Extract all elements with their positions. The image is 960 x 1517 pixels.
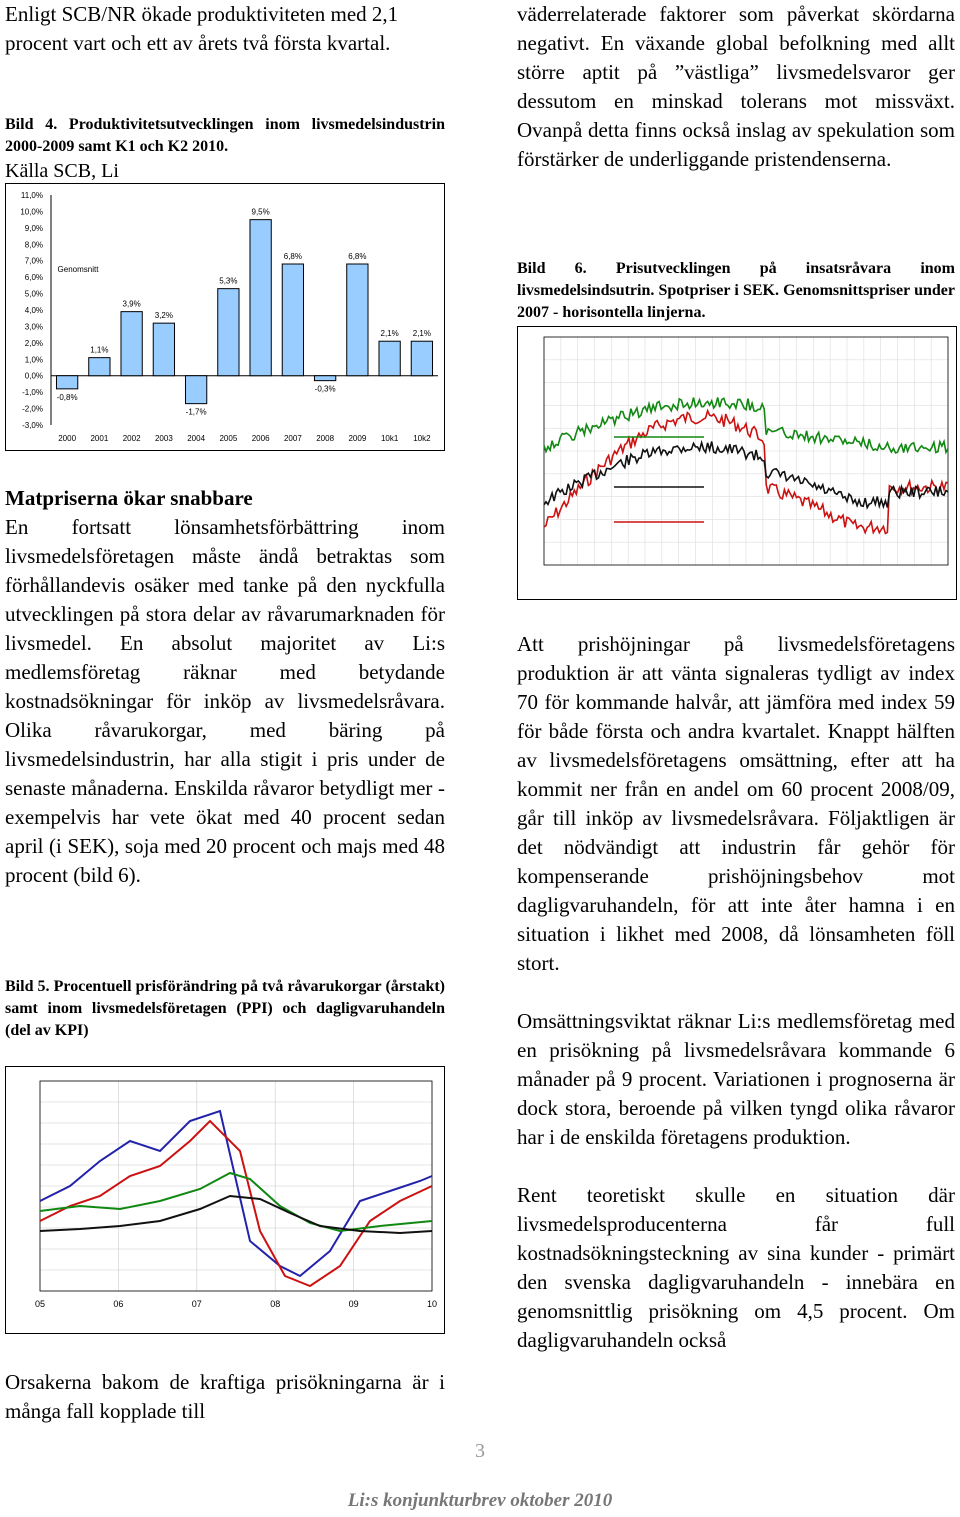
y-tick-label: 10,0% — [20, 207, 43, 217]
bar-value-label: -0,8% — [56, 392, 78, 402]
raw-material-price-chart — [518, 327, 956, 599]
bar-value-label: 2,1% — [412, 329, 431, 339]
productivity-bar-chart — [6, 184, 444, 450]
y-tick-label: 5,0% — [24, 289, 43, 299]
fig5-caption: Bild 5. Procentuell prisförändring på två råvarukorgar (årstakt) samt inom livsmedelsföretagen (PPI) och dagligvaruhandeln (del av KPI) — [5, 978, 445, 1039]
series-line — [40, 1121, 432, 1286]
left-column — [5, 0, 445, 58]
section-heading: Matpriserna ökar snabbare — [5, 486, 253, 510]
intro-paragraph: Enligt SCB/NR ökade produktiviteten med 2,1 procent vart och ett av årets två första kvartal. — [5, 2, 399, 55]
y-tick-label: 7,0% — [24, 256, 43, 266]
right-top-block — [517, 0, 955, 174]
main-section — [5, 484, 445, 890]
y-tick-label: 2,0% — [24, 338, 43, 348]
y-tick-label: 8,0% — [24, 240, 43, 250]
x-tick-label: 10 — [426, 1299, 438, 1309]
x-tick-label: 07 — [191, 1299, 202, 1309]
bar-value-label: -1,7% — [185, 407, 207, 417]
y-tick-label: -3,0% — [22, 421, 43, 430]
bar — [347, 264, 368, 376]
bar — [185, 376, 206, 404]
bar — [121, 312, 142, 376]
bar — [379, 341, 400, 376]
bar — [250, 220, 271, 376]
bar — [314, 376, 335, 381]
x-tick-label: 2001 — [90, 434, 109, 443]
x-tick-label: 2004 — [187, 434, 206, 443]
y-tick-label: -2,0% — [22, 404, 43, 414]
fig6-caption-block — [517, 258, 955, 324]
bar — [89, 358, 110, 376]
bar-value-label: 2,1% — [380, 329, 399, 339]
x-tick-label: 10k1 — [380, 434, 399, 443]
y-tick-label: 0,0% — [24, 371, 43, 381]
bar-value-label: 1,1% — [90, 345, 109, 355]
bar-value-label: 5,3% — [219, 276, 238, 286]
series-line — [40, 1111, 432, 1276]
y-tick-label: 6,0% — [24, 273, 43, 283]
bar — [56, 376, 77, 389]
body-paragraph: En fortsatt lönsamhetsförbättring inom livsmedelsföretagen måste ändå betraktas som förhållandevis osäker med tanke på den nyckfulla utvecklingen på stora delar av råvarumarknaden för livsmedel. En absolut majoritet av Li:s medlemsföretag räknar med betydande kostnadsökningar för inköp av livsmedelsråvara. Olika råvarukorgar, med bäring på livsmedelsindustrin, har alla stigit i pris under de senaste månaderna. Enskilda råvaror betydligt mer - exempelvis har vete ökat med 40 procent sedan april (i SEK), soja med 20 procent och majs med 48 procent (bild 6). — [5, 515, 445, 887]
page-footer: Li:s konjunkturbrev oktober 2010 — [347, 1490, 613, 1511]
fig4-source: Källa SCB, Li — [5, 160, 119, 182]
y-tick-label: 3,0% — [24, 322, 43, 332]
bar — [153, 323, 174, 376]
x-tick-label: 09 — [348, 1299, 359, 1309]
right-paragraph-2: Omsättningsviktat räknar Li:s medlemsföretag med en prisökning på livsmedelsråvara kommande 6 månader på 9 procent. Variationen i prognoserna är dock stora, beroende på vilken tyngd olika råvaror har i de enskilda företagens produktion. — [517, 1009, 955, 1149]
annotation-genomsnitt: Genomsnitt — [57, 265, 99, 274]
bar — [411, 341, 432, 376]
fig4-chart — [5, 183, 445, 451]
page-number: 3 — [475, 1440, 485, 1462]
x-tick-label: 06 — [113, 1299, 124, 1309]
bar-value-label: 9,5% — [251, 207, 270, 217]
x-tick-label: 05 — [34, 1299, 46, 1309]
x-tick-label: 08 — [270, 1299, 281, 1309]
right-paragraph-3: Rent teoretiskt skulle en situation där livsmedelsproducenterna får full kostnadsökningsteckning av sina kunder - primärt den svenska dagligvaruhandeln - innebära en genomsnittlig prisökning om 4,5 procent. Om dagligvaruhandeln också — [517, 1183, 955, 1352]
bottom-paragraph-block — [5, 1368, 445, 1426]
x-tick-label: 2000 — [58, 434, 77, 443]
y-tick-label: 11,0% — [20, 191, 43, 200]
y-tick-label: 1,0% — [24, 355, 43, 365]
fig5-caption-block — [5, 976, 445, 1042]
right-paragraph-1: Att prishöjningar på livsmedelsföretagens produktion är att vänta signaleras tydligt av index 70 för kommande halvår, att jämföra med index 59 för både första och andra kvartalet. Knappt hälften av livsmedelsföretagens omsättning, efter att ha kommit ner från en andel om 60 procent 2008/09, går till inköp av livsmedelsråvara. Följaktligen är det nödvändigt att industrin får gehör för kompenserande prishöjningsbehov mot dagligvaruhandeln, för att inte åter hamna i en situation i likhet med 2008, då lönsamheten föll stort. — [517, 632, 955, 975]
x-tick-label: 2005 — [219, 434, 238, 443]
price-change-line-chart — [6, 1067, 444, 1333]
fig5-chart — [5, 1066, 445, 1334]
bar — [282, 264, 303, 376]
fig6-chart — [517, 326, 957, 600]
x-tick-label: 10k2 — [413, 434, 431, 443]
fig4-caption-block — [5, 114, 445, 184]
bottom-paragraph: Orsakerna bakom de kraftiga prisökningarna är i många fall kopplade till — [5, 1370, 445, 1423]
fig6-caption: Bild 6. Prisutvecklingen på insatsråvara inom livsmedelsindsutrin. Spotpriser i SEK. Genomsnittspriser under 2007 - horisontella linjerna. — [517, 260, 955, 321]
bar-value-label: 3,2% — [154, 311, 173, 321]
fig4-caption: Bild 4. Produktivitetsutvecklingen inom livsmedelsindustrin 2000-2009 samt K1 och K2 2010. — [5, 116, 445, 155]
x-tick-label: 2007 — [283, 434, 302, 443]
bar-value-label: 3,9% — [122, 299, 141, 309]
x-tick-label: 2006 — [251, 434, 270, 443]
bar-value-label: -0,3% — [314, 384, 336, 394]
x-tick-label: 2002 — [122, 434, 141, 443]
y-tick-label: -1,0% — [22, 388, 43, 398]
right-top-paragraph: väderrelaterade faktorer som påverkat skördarna negativt. En växande global befolkning med allt större aptit på ”västliga” livsmedelsvaror ger dessutom en minskad tolerans mot missväxt. Ovanpå detta finns också inslag av spekulation som förstärker de underliggande pristendenserna. — [517, 2, 955, 171]
bar-value-label: 6,8% — [283, 252, 302, 261]
bar-value-label: 6,8% — [348, 252, 367, 261]
x-tick-label: 2008 — [316, 434, 335, 443]
y-tick-label: 9,0% — [24, 223, 43, 233]
y-tick-label: 4,0% — [24, 306, 43, 315]
x-tick-label: 2009 — [348, 434, 367, 443]
right-paragraphs — [517, 630, 955, 1355]
bar — [218, 289, 239, 376]
x-tick-label: 2003 — [154, 434, 173, 443]
